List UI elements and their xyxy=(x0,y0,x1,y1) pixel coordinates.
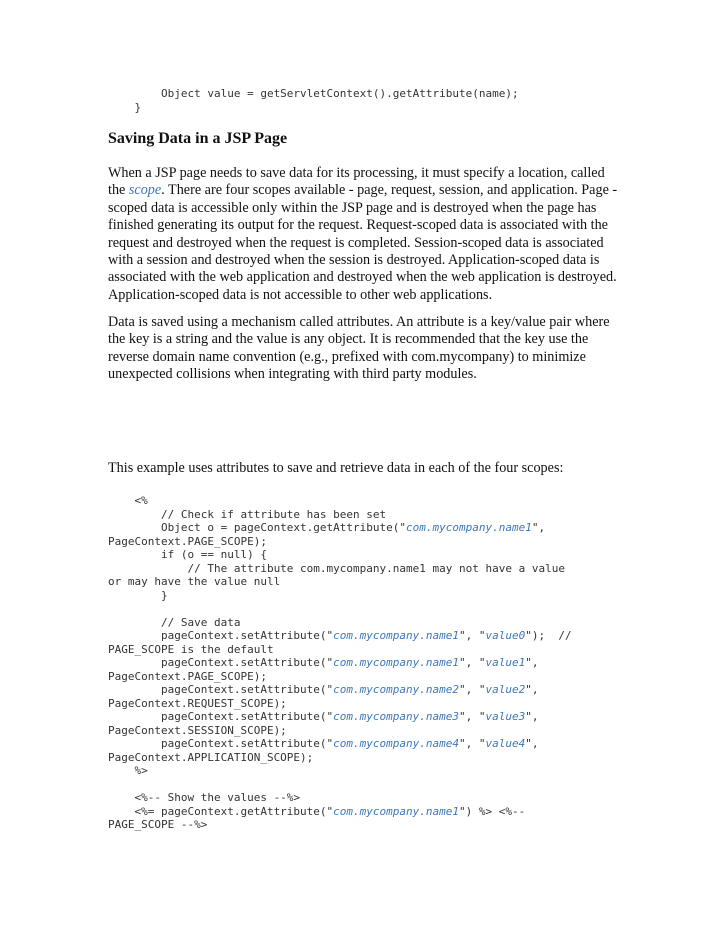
section-heading: Saving Data in a JSP Page xyxy=(108,130,288,147)
text-line: the key is a string and the value is any object. It is recommended that the key use the xyxy=(108,331,589,348)
code-line: PageContext.PAGE_SCOPE); xyxy=(108,534,267,548)
code-string: value1 xyxy=(485,656,526,669)
code-line: if (o == null) { xyxy=(108,548,267,561)
code-line: or may have the value null xyxy=(108,575,281,588)
scope-paragraph xyxy=(108,165,628,304)
code-line: <% xyxy=(108,494,148,507)
text-line: When a JSP page needs to save data for its processing, it must specify a location, called xyxy=(108,165,605,181)
code-line: PageContext.PAGE_SCOPE); xyxy=(108,669,267,683)
text-line: unexpected collisions when integrating with third party modules. xyxy=(108,366,477,383)
code-line: pageContext.setAttribute("com.mycompany.name3", "value3", xyxy=(108,710,539,723)
example-intro-paragraph: This example uses attributes to save and retrieve data in each of the four scopes: xyxy=(108,460,564,476)
text-line: Data is saved using a mechanism called attributes. An attribute is a key/value pair where xyxy=(108,314,610,330)
code-string: com.mycompany.name1 xyxy=(406,521,532,534)
text-fragment: . There are four scopes available - page, request, session, and application. Page - xyxy=(161,182,618,199)
code-string: com.mycompany.name3 xyxy=(333,710,460,723)
code-line: // The attribute com.mycompany.name1 may not have a value xyxy=(108,561,565,575)
code-line: pageContext.setAttribute("com.mycompany.name2", "value2", xyxy=(108,683,539,696)
code-line: // Check if attribute has been set xyxy=(108,507,387,521)
code-line: } xyxy=(108,100,142,114)
code-line: } xyxy=(108,588,168,602)
text-line: with a session and destroyed when the session is destroyed. Application-scoped data is xyxy=(108,252,600,269)
text-line: Application-scoped data is not accessible to other web applications. xyxy=(108,286,493,303)
code-string: com.mycompany.name1 xyxy=(333,804,460,818)
code-string: com.mycompany.name1 xyxy=(333,656,460,669)
code-string: value0 xyxy=(485,629,526,642)
scope-term: scope xyxy=(128,182,162,199)
code-block-top xyxy=(108,87,519,114)
text-line: reverse domain name convention (e.g., prefixed with com.mycompany) to minimize xyxy=(108,348,586,365)
code-line: PageContext.REQUEST_SCOPE); xyxy=(108,696,287,710)
code-line: <%= pageContext.getAttribute("com.mycompany.name1") %> <%-- xyxy=(108,804,526,818)
code-line: PageContext.SESSION_SCOPE); xyxy=(108,723,287,737)
code-string: value4 xyxy=(485,737,526,750)
code-line: PAGE_SCOPE --%> xyxy=(108,818,208,831)
attributes-paragraph xyxy=(108,314,628,384)
code-block-example xyxy=(108,494,572,832)
text-line: finished generating its output for the request. Request-scoped data is associated with the xyxy=(108,217,608,234)
text-line: associated with the web application and destroyed when the web application is destroyed. xyxy=(108,269,617,286)
code-string: com.mycompany.name4 xyxy=(333,737,460,750)
code-line: pageContext.setAttribute("com.mycompany.name4", "value4", xyxy=(108,737,539,750)
text-line: scoped data is accessible only within the JSP page and is destroyed when the page has xyxy=(108,199,597,216)
code-line: Object value = getServletContext().getAttribute(name); xyxy=(108,87,519,100)
code-line: pageContext.setAttribute("com.mycompany.name1", "value0"); // xyxy=(108,629,572,642)
code-string: com.mycompany.name1 xyxy=(333,629,460,642)
text-fragment: the xyxy=(108,182,129,199)
code-line: <%-- Show the values --%> xyxy=(108,791,301,804)
code-line: Object o = pageContext.getAttribute("com.mycompany.name1", xyxy=(108,521,546,534)
code-string: value2 xyxy=(485,683,526,696)
code-string: com.mycompany.name2 xyxy=(333,683,460,696)
code-line: PageContext.APPLICATION_SCOPE); xyxy=(108,750,314,764)
code-line: %> xyxy=(108,764,148,777)
code-string: value3 xyxy=(485,710,526,723)
text-line: request and destroyed when the request is completed. Session-scoped data is associated xyxy=(108,234,604,251)
code-line: pageContext.setAttribute("com.mycompany.name1", "value1", xyxy=(108,656,539,669)
code-line: PAGE_SCOPE is the default xyxy=(108,642,274,656)
code-line: // Save data xyxy=(108,615,241,629)
